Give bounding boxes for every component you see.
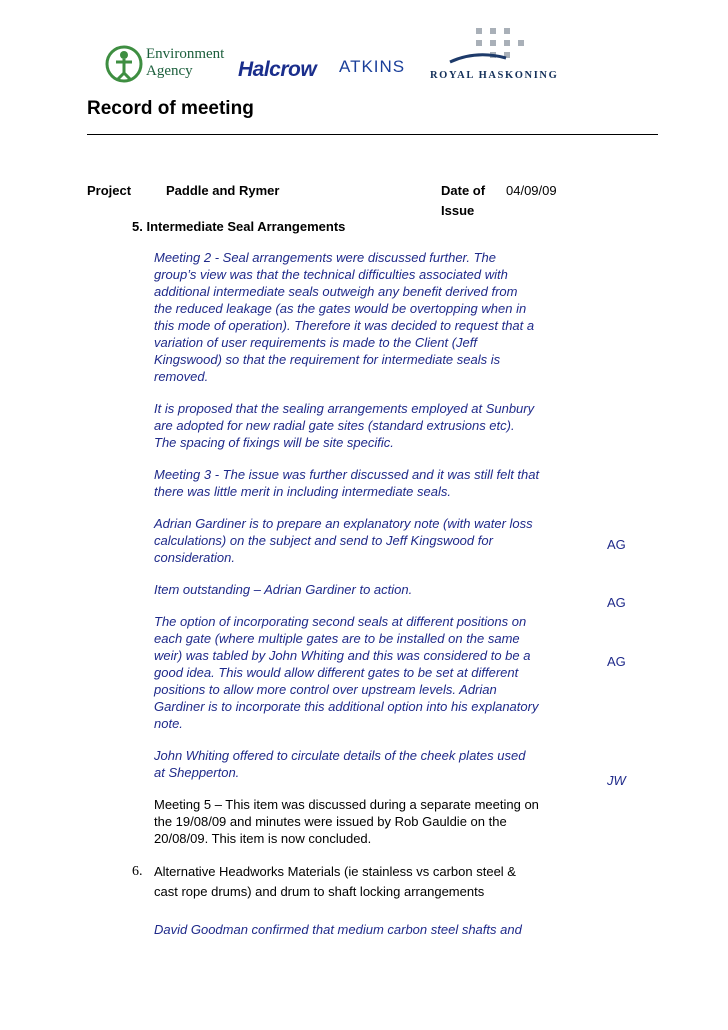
minutes-body: 5. Intermediate Seal Arrangements Meeting 2 - Seal arrangements were discussed further. The group’s view was that the technical difficulties associated with additional intermediate seals outweigh any benefit derived from the reduced leakage (as the gates would be overtopping when in this mode of operation). Therefore it was decided to request that a variation of user requirements is made to the Client (Jeff Kingswood) so that the requirement for intermediate seals is removed. It is proposed that the sealing arrangements employed at Sunbury are adopted for new radial gate sites (standard extrusions etc). The spacing of fixings will be site specific. Meeting 3 - The issue was further discussed and it was still felt that there was little merit in including intermediate seals. Adrian Gardiner is to prepare an explanatory note (with water loss calculations) on the subject and send to Jeff Kingswood for consideration. Item outstanding – Adrian Gardiner to action. The option of incorporating second seals at different positions on each gate (where multiple gates are to be installed on the same weir) was tabled by John Whiting and this was considered to be a good idea. This would allow different gates to be set at different positions to allow more control over upstream levels. Adrian Gardiner is to incorporate this additional option into his explanatory note. John Whiting offered to circulate details of the cheek plates used at Shepperton. Meeting 5 – This item was discussed during a separate meeting on the 19/08/09 and minutes were issued by Rob Gauldie on the 20/08/09. This item is now concluded. 6. Alternative Headworks Materials (ie stainless vs carbon steel & cast rope drums) and drum to shaft locking arrangements David Goodman confirmed that medium carbon steel shafts and AG AG AG JW [132,219,626,937]
halcrow-logo: Halcrow [238,58,317,81]
date-of-issue-label-2: Issue [441,203,475,218]
environment-agency-logo-text: Environment Agency [146,46,225,79]
project-label: Project [87,183,132,198]
date-of-issue-label-1: Date of [441,183,486,198]
royal-haskoning-logo-text: ROYAL HASKONING [430,70,559,81]
atkins-logo: ATKINS [339,57,406,76]
action-initials: AG [607,537,626,552]
action-initials: AG [607,654,626,669]
date-of-issue-value: 04/09/09 [506,183,557,198]
page-title: Record of meeting [87,98,254,119]
action-initials: AG [607,595,626,610]
section-5-heading: 5. Intermediate Seal Arrangements [132,219,346,234]
action-initials: JW [607,773,626,788]
section-6-number: 6. [132,864,143,879]
project-value: Paddle and Rymer [166,183,280,198]
